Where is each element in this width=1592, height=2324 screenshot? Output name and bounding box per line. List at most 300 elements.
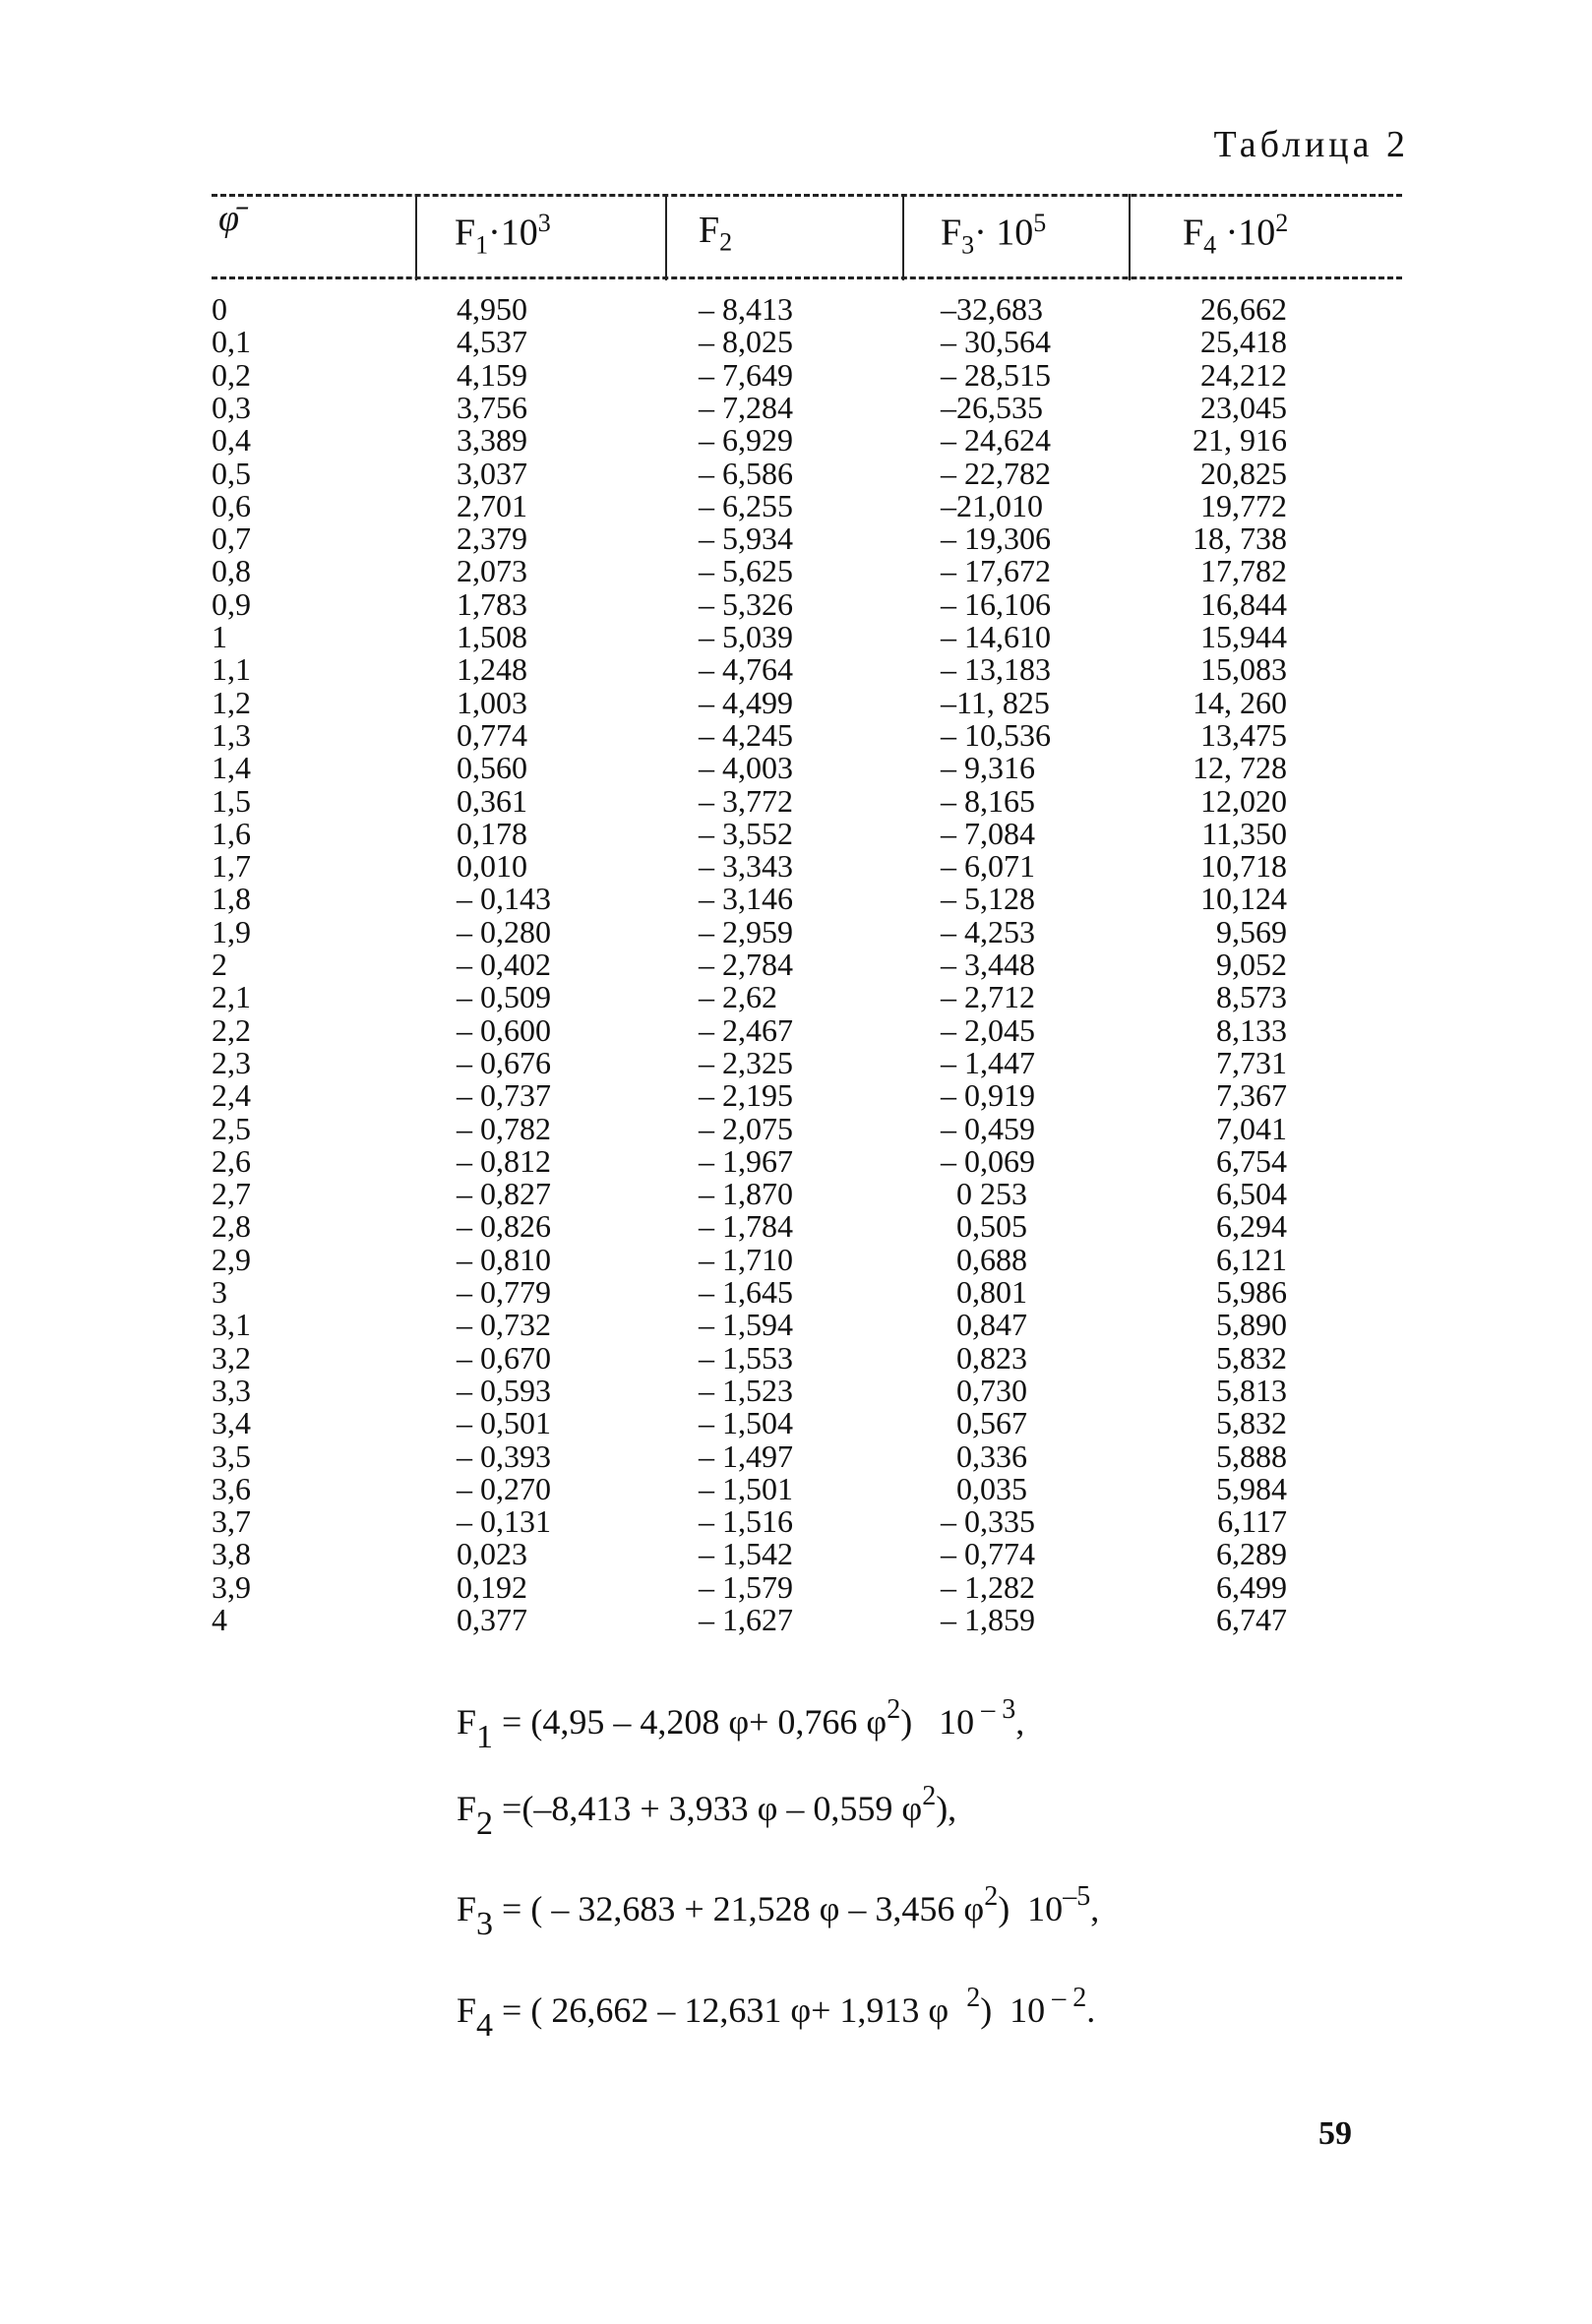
table-row (0, 1276, 1592, 1309)
cell-f3: 0,688 (941, 1241, 1027, 1277)
cell-f1: 1,003 (457, 684, 527, 720)
cell-f3: – 0,919 (941, 1077, 1035, 1114)
cell-f4: 26,662 (1200, 291, 1287, 327)
cell-f1: 0,377 (457, 1602, 527, 1637)
cell-f4: 6,117 (1217, 1503, 1287, 1540)
formula-segment: , (1090, 1889, 1100, 1928)
table-row (0, 1568, 1592, 1605)
cell-f2: – 1,516 (699, 1503, 793, 1540)
table-row (0, 389, 1592, 425)
formula-segment: ) 10 (998, 1889, 1064, 1928)
cell-f4: 8,573 (1216, 979, 1287, 1015)
cell-f2: – 5,326 (699, 585, 793, 622)
cell-f1: – 0,737 (457, 1077, 551, 1114)
table-row (0, 1604, 1592, 1636)
cell-phi: 1,1 (212, 651, 251, 688)
cell-phi: 2,3 (212, 1044, 251, 1080)
cell-phi: 2,1 (212, 979, 251, 1015)
cell-f3: – 0,459 (941, 1110, 1035, 1146)
table-row (0, 1437, 1592, 1474)
cell-f1: – 0,600 (457, 1011, 551, 1048)
cell-f1: 0,178 (457, 815, 527, 851)
cell-f1: 2,701 (457, 487, 527, 523)
cell-f3: – 28,515 (941, 356, 1051, 393)
header-f1-sup: 3 (537, 209, 551, 237)
column-divider (415, 194, 417, 280)
cell-f2: – 2,62 (699, 979, 777, 1015)
table-row (0, 1407, 1592, 1439)
header-f3-mid: · 10 (974, 212, 1034, 254)
table-row (0, 1110, 1592, 1146)
cell-f2: – 5,625 (699, 553, 793, 589)
cell-f4: 5,832 (1216, 1405, 1287, 1441)
cell-f2: – 1,553 (699, 1339, 793, 1376)
cell-phi: 0,8 (212, 553, 251, 589)
cell-phi: 3,4 (212, 1405, 251, 1441)
cell-f2: – 1,497 (699, 1437, 793, 1474)
cell-f2: – 5,039 (699, 619, 793, 654)
cell-f2: – 2,325 (699, 1044, 793, 1080)
cell-f4: 11,350 (1201, 815, 1287, 851)
formula-segment: 2 (887, 1694, 901, 1725)
cell-f3: – 5,128 (941, 881, 1035, 917)
formula-segment: =(–8,413 + 3,933 φ – 0,559 φ (493, 1789, 923, 1828)
cell-phi: 1,7 (212, 848, 251, 885)
cell-f3: 0,823 (941, 1339, 1027, 1376)
cell-phi: 1,6 (212, 815, 251, 851)
header-f3-base: F (941, 212, 962, 254)
cell-phi: 0,9 (212, 585, 251, 622)
formula-segment: ) 10 (980, 1990, 1046, 2030)
cell-f1: 3,389 (457, 422, 527, 459)
table-row (0, 1178, 1592, 1210)
formula-segment: 2 (984, 1881, 999, 1912)
cell-f3: – 1,447 (941, 1044, 1035, 1080)
formula-segment: 3 (476, 1906, 494, 1942)
cell-f3: – 10,536 (941, 716, 1051, 753)
cell-phi: 3,9 (212, 1568, 251, 1605)
cell-phi: 0,5 (212, 455, 251, 491)
cell-f3: – 0,335 (941, 1503, 1035, 1540)
formula-f3 (457, 1881, 1099, 1943)
formula-segment: 2 (966, 1983, 981, 2013)
cell-f2: – 1,542 (699, 1536, 793, 1572)
formula-segment: F (457, 1702, 477, 1742)
cell-f4: 9,052 (1216, 947, 1287, 982)
cell-phi: 3,5 (212, 1437, 251, 1474)
cell-f3: 0,505 (941, 1208, 1027, 1245)
cell-f2: – 7,649 (699, 356, 793, 393)
header-f4-mid: ·10 (1216, 212, 1276, 254)
cell-f1: – 0,593 (457, 1372, 551, 1408)
cell-f1: 2,379 (457, 520, 527, 557)
cell-f1: 0,010 (457, 848, 527, 885)
cell-f4: 16,844 (1200, 585, 1287, 622)
cell-f1: – 0,812 (457, 1142, 551, 1179)
cell-f2: – 3,146 (699, 881, 793, 917)
formula-segment: 1 (476, 1719, 494, 1755)
cell-f3: 0 253 (941, 1176, 1027, 1212)
cell-phi: 1,3 (212, 716, 251, 753)
header-f1-sub: 1 (475, 230, 489, 260)
formula-segment: . (1086, 1990, 1096, 2030)
cell-f3: 0,730 (941, 1372, 1027, 1408)
cell-f4: 5,984 (1216, 1470, 1287, 1506)
cell-f2: – 8,025 (699, 324, 793, 360)
cell-f1: – 0,509 (457, 979, 551, 1015)
table-row (0, 1044, 1592, 1080)
table-row (0, 293, 1592, 326)
table-row (0, 948, 1592, 981)
page-number: 59 (1318, 2115, 1352, 2152)
column-divider (902, 194, 904, 280)
table-row (0, 455, 1592, 491)
cell-f1: – 0,732 (457, 1307, 551, 1343)
cell-f3: – 13,183 (941, 651, 1051, 688)
cell-phi: 4 (212, 1602, 227, 1637)
cell-f3: – 19,306 (941, 520, 1051, 557)
table-row (0, 1538, 1592, 1570)
cell-phi: 2,8 (212, 1208, 251, 1245)
table-row (0, 1079, 1592, 1112)
cell-f2: – 1,967 (699, 1142, 793, 1179)
table-row (0, 1339, 1592, 1376)
cell-phi: 0,3 (212, 389, 251, 425)
cell-f1: – 0,827 (457, 1176, 551, 1212)
cell-f3: –11, 825 (941, 684, 1050, 720)
table-row (0, 883, 1592, 915)
cell-f2: – 1,645 (699, 1274, 793, 1310)
cell-f1: 4,159 (457, 356, 527, 393)
cell-f3: –21,010 (941, 487, 1043, 523)
table-row (0, 1309, 1592, 1341)
cell-phi: 2,5 (212, 1110, 251, 1146)
cell-f4: 6,499 (1216, 1568, 1287, 1605)
cell-f4: 10,718 (1200, 848, 1287, 885)
table-row (0, 913, 1592, 949)
cell-f3: 0,567 (941, 1405, 1027, 1441)
cell-f4: 8,133 (1216, 1011, 1287, 1048)
cell-phi: 2,7 (212, 1176, 251, 1212)
cell-f1: 1,783 (457, 585, 527, 622)
cell-f1: 0,774 (457, 716, 527, 753)
cell-f2: – 1,594 (699, 1307, 793, 1343)
header-f2-base: F (699, 210, 720, 251)
cell-f4: 6,289 (1216, 1536, 1287, 1572)
header-f1-mid: ·10 (488, 212, 538, 254)
cell-phi: 2,2 (212, 1011, 251, 1048)
table-row (0, 1142, 1592, 1179)
cell-f4: 9,569 (1216, 913, 1287, 949)
formula-segment: 4 (476, 2007, 494, 2044)
cell-f1: 0,023 (457, 1536, 527, 1572)
cell-f1: – 0,280 (457, 913, 551, 949)
cell-f3: – 2,045 (941, 1011, 1035, 1048)
cell-phi: 0,1 (212, 324, 251, 360)
cell-f1: – 0,779 (457, 1274, 551, 1310)
cell-phi: 0,2 (212, 356, 251, 393)
cell-f4: 5,813 (1216, 1372, 1287, 1408)
cell-f2: – 2,467 (699, 1011, 793, 1048)
cell-f3: –26,535 (941, 389, 1043, 425)
table-row (0, 1210, 1592, 1243)
cell-f2: – 2,195 (699, 1077, 793, 1114)
cell-f4: 6,294 (1216, 1208, 1287, 1245)
cell-f2: – 1,870 (699, 1176, 793, 1212)
table-row (0, 487, 1592, 523)
cell-phi: 2 (212, 947, 227, 982)
cell-f3: – 7,084 (941, 815, 1035, 851)
cell-f4: 17,782 (1200, 553, 1287, 589)
cell-f2: – 8,413 (699, 291, 793, 327)
cell-phi: 3,7 (212, 1503, 251, 1540)
cell-f4: 15,944 (1200, 619, 1287, 654)
formula-segment: 2 (476, 1805, 494, 1842)
cell-f4: 10,124 (1200, 881, 1287, 917)
table-row (0, 1372, 1592, 1408)
cell-f4: 6,121 (1216, 1241, 1287, 1277)
table-row (0, 850, 1592, 883)
cell-f3: 0,035 (941, 1470, 1027, 1506)
cell-f1: – 0,670 (457, 1339, 551, 1376)
formula-segment: – 3 (974, 1694, 1016, 1725)
cell-f3: – 22,782 (941, 455, 1051, 491)
cell-f1: – 0,826 (457, 1208, 551, 1245)
cell-f2: – 2,075 (699, 1110, 793, 1146)
cell-f2: – 4,003 (699, 750, 793, 786)
cell-phi: 1 (212, 619, 227, 654)
header-bottom-rule (212, 276, 1402, 279)
column-divider (1129, 194, 1131, 280)
header-f2 (699, 209, 732, 258)
cell-phi: 3,1 (212, 1307, 251, 1343)
cell-f2: – 5,934 (699, 520, 793, 557)
cell-f1: 2,073 (457, 553, 527, 589)
table-row (0, 356, 1592, 393)
cell-f2: – 6,255 (699, 487, 793, 523)
cell-f3: 0,847 (941, 1307, 1027, 1343)
cell-f1: 3,756 (457, 389, 527, 425)
cell-f4: 5,986 (1216, 1274, 1287, 1310)
formula-f4 (457, 1983, 1095, 2045)
cell-f4: 6,754 (1216, 1142, 1287, 1179)
cell-phi: 3,6 (212, 1470, 251, 1506)
cell-f4: 12,020 (1200, 782, 1287, 819)
cell-f1: 0,192 (457, 1568, 527, 1605)
table-row (0, 716, 1592, 753)
header-f3-sup: 5 (1033, 209, 1047, 237)
cell-f1: 4,950 (457, 291, 527, 327)
cell-f1: – 0,402 (457, 947, 551, 982)
formula-segment: ), (936, 1789, 957, 1828)
column-divider (665, 194, 667, 280)
cell-phi: 3,8 (212, 1536, 251, 1572)
cell-f3: 0,336 (941, 1437, 1027, 1474)
cell-f1: 0,560 (457, 750, 527, 786)
table-row (0, 815, 1592, 851)
cell-phi: 1,8 (212, 881, 251, 917)
table-row (0, 981, 1592, 1013)
cell-f3: – 4,253 (941, 913, 1035, 949)
cell-f2: – 2,784 (699, 947, 793, 982)
table-row (0, 522, 1592, 555)
cell-phi: 2,6 (212, 1142, 251, 1179)
table-row (0, 585, 1592, 622)
cell-f3: – 14,610 (941, 619, 1051, 654)
cell-f4: 25,418 (1200, 324, 1287, 360)
table-row (0, 653, 1592, 686)
cell-f1: 4,537 (457, 324, 527, 360)
cell-f2: – 1,504 (699, 1405, 793, 1441)
cell-f1: – 0,501 (457, 1405, 551, 1441)
header-top-rule (212, 194, 1402, 197)
formula-segment: F (457, 1990, 477, 2030)
cell-f2: – 4,245 (699, 716, 793, 753)
cell-f3: – 16,106 (941, 585, 1051, 622)
cell-f3: – 3,448 (941, 947, 1035, 982)
table-row (0, 326, 1592, 358)
cell-f4: 6,747 (1216, 1602, 1287, 1637)
cell-phi: 1,5 (212, 782, 251, 819)
cell-f4: 12, 728 (1193, 750, 1287, 786)
cell-f4: 18, 738 (1193, 520, 1287, 557)
table-row (0, 555, 1592, 587)
formula-segment: , (1015, 1702, 1025, 1742)
cell-f3: – 24,624 (941, 422, 1051, 459)
formula-segment: ) 10 (900, 1702, 975, 1742)
cell-f3: – 0,069 (941, 1142, 1035, 1179)
cell-phi: 0 (212, 291, 227, 327)
cell-f3: 0,801 (941, 1274, 1027, 1310)
formula-segment: –5 (1063, 1881, 1091, 1912)
cell-phi: 0,6 (212, 487, 251, 523)
header-f3-sub: 3 (961, 230, 975, 260)
cell-f2: – 1,501 (699, 1470, 793, 1506)
cell-f2: – 1,784 (699, 1208, 793, 1245)
cell-f1: – 0,676 (457, 1044, 551, 1080)
cell-f4: 23,045 (1200, 389, 1287, 425)
cell-f2: – 3,343 (699, 848, 793, 885)
header-f1 (455, 209, 551, 260)
cell-f2: – 4,764 (699, 651, 793, 688)
table-row (0, 424, 1592, 457)
cell-f4: 7,041 (1216, 1110, 1287, 1146)
header-f1-base: F (455, 212, 476, 254)
cell-f1: – 0,270 (457, 1470, 551, 1506)
formula-f2 (457, 1781, 956, 1843)
cell-phi: 0,4 (212, 422, 251, 459)
cell-f4: 14, 260 (1193, 684, 1287, 720)
cell-phi: 2,4 (212, 1077, 251, 1114)
header-f4 (1183, 209, 1288, 260)
cell-f1: – 0,810 (457, 1241, 551, 1277)
table-row (0, 1505, 1592, 1538)
table-row (0, 684, 1592, 720)
cell-f3: – 1,282 (941, 1568, 1035, 1605)
cell-phi: 1,9 (212, 913, 251, 949)
cell-f2: – 3,772 (699, 782, 793, 819)
cell-f1: – 0,131 (457, 1503, 551, 1540)
cell-f2: – 6,586 (699, 455, 793, 491)
header-f4-sup: 2 (1275, 209, 1289, 237)
cell-f4: 24,212 (1200, 356, 1287, 393)
cell-f4: 15,083 (1200, 651, 1287, 688)
formula-f1 (457, 1694, 1024, 1756)
formula-segment: F (457, 1889, 477, 1928)
cell-f3: – 1,859 (941, 1602, 1035, 1637)
cell-f4: 5,832 (1216, 1339, 1287, 1376)
cell-f4: 5,888 (1216, 1437, 1287, 1474)
table-row (0, 1241, 1592, 1277)
table-row (0, 621, 1592, 653)
header-phi: φ̄ (218, 198, 240, 239)
formula-segment: = ( 26,662 – 12,631 φ+ 1,913 φ (493, 1990, 967, 2030)
cell-f1: 1,248 (457, 651, 527, 688)
cell-f2: – 1,627 (699, 1602, 793, 1637)
cell-f3: – 6,071 (941, 848, 1035, 885)
header-f3 (941, 209, 1046, 260)
formula-segment: = (4,95 – 4,208 φ+ 0,766 φ (493, 1702, 888, 1742)
header-f4-sub: 4 (1203, 230, 1217, 260)
cell-f3: – 17,672 (941, 553, 1051, 589)
cell-f4: 5,890 (1216, 1307, 1287, 1343)
cell-f1: – 0,782 (457, 1110, 551, 1146)
cell-f2: – 4,499 (699, 684, 793, 720)
cell-f2: – 2,959 (699, 913, 793, 949)
cell-f3: –32,683 (941, 291, 1043, 327)
cell-f3: – 8,165 (941, 782, 1035, 819)
header-f4-base: F (1183, 212, 1204, 254)
table-row (0, 1011, 1592, 1048)
cell-phi: 3,2 (212, 1339, 251, 1376)
cell-f3: – 9,316 (941, 750, 1035, 786)
cell-phi: 3,3 (212, 1372, 251, 1408)
cell-f4: 7,367 (1216, 1077, 1287, 1114)
formula-segment: = ( – 32,683 + 21,528 φ – 3,456 φ (493, 1889, 985, 1928)
table-row (0, 752, 1592, 784)
header-f2-sub: 2 (719, 227, 733, 257)
cell-f4: 20,825 (1200, 455, 1287, 491)
cell-f4: 7,731 (1216, 1044, 1287, 1080)
cell-f1: – 0,393 (457, 1437, 551, 1474)
cell-f2: – 1,579 (699, 1568, 793, 1605)
table-caption: Таблица 2 (1213, 124, 1409, 165)
table-row (0, 782, 1592, 819)
cell-f2: – 7,284 (699, 389, 793, 425)
cell-f2: – 1,523 (699, 1372, 793, 1408)
cell-phi: 1,4 (212, 750, 251, 786)
cell-f1: – 0,143 (457, 881, 551, 917)
formula-segment: – 2 (1045, 1983, 1087, 2013)
table-row (0, 1470, 1592, 1506)
cell-f4: 13,475 (1200, 716, 1287, 753)
cell-f2: – 1,710 (699, 1241, 793, 1277)
cell-phi: 0,7 (212, 520, 251, 557)
formula-segment: F (457, 1789, 477, 1828)
cell-phi: 2,9 (212, 1241, 251, 1277)
formula-segment: 2 (922, 1781, 937, 1811)
cell-phi: 1,2 (212, 684, 251, 720)
cell-f4: 6,504 (1216, 1176, 1287, 1212)
cell-phi: 3 (212, 1274, 227, 1310)
cell-f1: 1,508 (457, 619, 527, 654)
cell-f2: – 6,929 (699, 422, 793, 459)
cell-f3: – 0,774 (941, 1536, 1035, 1572)
cell-f1: 0,361 (457, 782, 527, 819)
cell-f3: – 30,564 (941, 324, 1051, 360)
cell-f1: 3,037 (457, 455, 527, 491)
cell-f4: 21, 916 (1193, 422, 1287, 459)
